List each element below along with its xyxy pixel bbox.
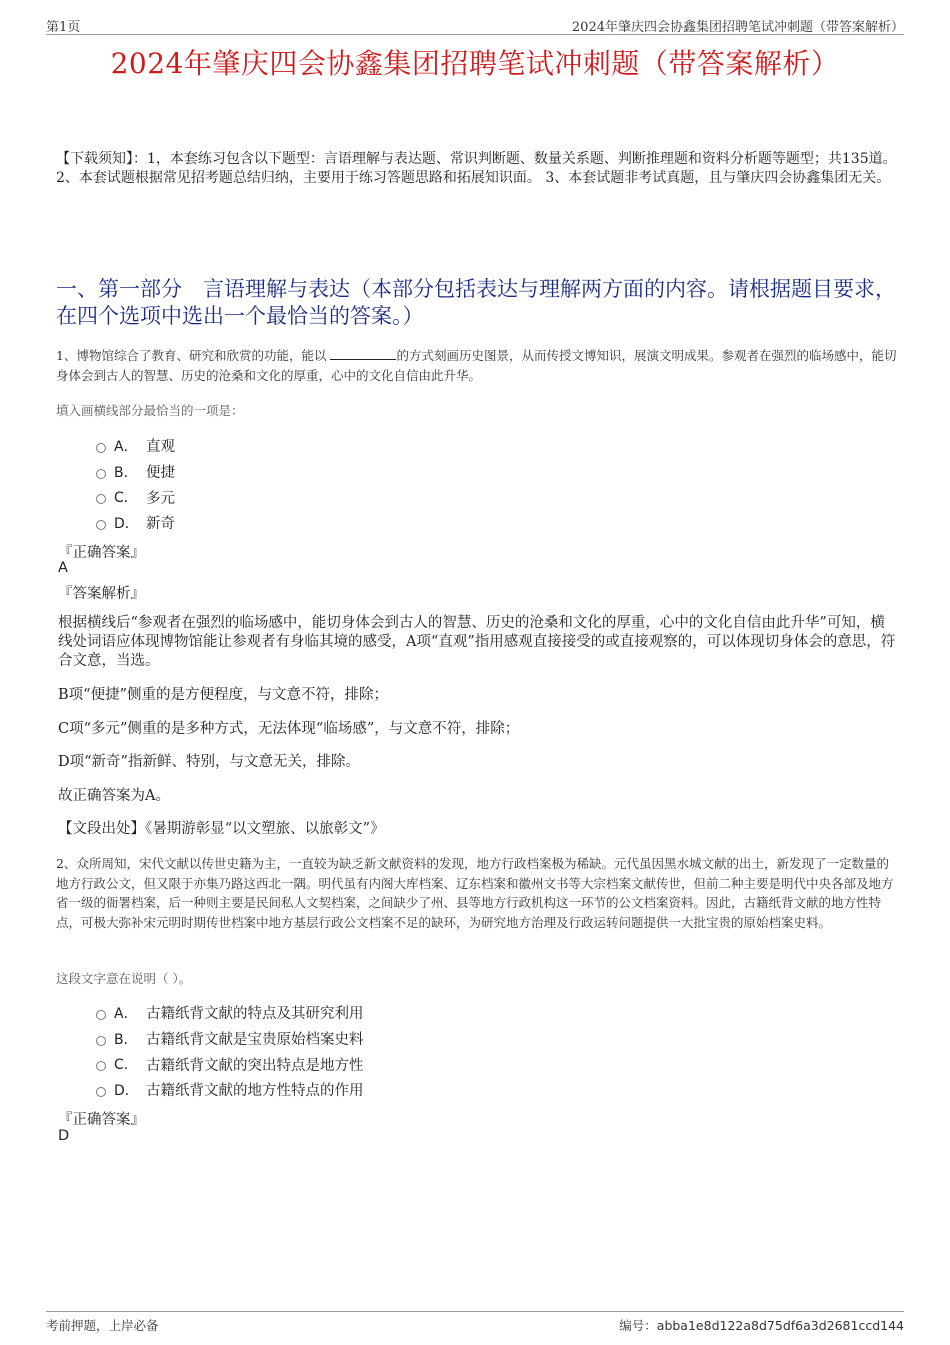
q1-option-a[interactable]: A． 直观 — [96, 433, 175, 459]
document-title: 2024年肇庆四会协鑫集团招聘笔试冲刺题（带答案解析） — [110, 47, 840, 80]
footer-slogan: 考前押题，上岸必备 — [46, 1318, 159, 1333]
footer-code: 编号：abba1e8d122a8d75df6a3d2681ccd144 — [619, 1318, 904, 1333]
q1-answer-heading: 『正确答案』 — [58, 545, 145, 561]
radio-icon[interactable] — [96, 494, 106, 504]
q2-answer: D — [58, 1128, 70, 1144]
header-doc-title: 2024年肇庆四会协鑫集团招聘笔试冲刺题（带答案解析） — [571, 20, 904, 35]
radio-icon[interactable] — [96, 520, 106, 530]
q1-option-d[interactable]: D． 新奇 — [96, 510, 175, 536]
fill-blank — [330, 347, 396, 360]
q1-option-c[interactable]: C． 多元 — [96, 484, 175, 510]
radio-icon[interactable] — [96, 443, 106, 453]
q1-analysis-paragraph: 根据横线后“参观者在强烈的临场感中，能切身体会到古人的智慧、历史的沧桑和文化的厚重，心中的文化自信由此升华”可知，横线处词语应体现博物馆能让参观者有身临其境的感受，A项“直观”指用感观直接接受的或直接观察的，可以体现切身体会的意思，符合文意，当选。 — [58, 615, 896, 669]
q1-analysis-paragraph: D项“新奇”指新鲜、特别，与文意无关，排除。 — [58, 754, 360, 770]
question-1-options — [96, 433, 175, 536]
page-header — [46, 14, 904, 35]
q2-option-d[interactable]: D． 古籍纸背文献的地方性特点的作用 — [96, 1077, 364, 1103]
question-1-text: 1、博物馆综合了教育、研究和欣赏的功能，能以 的方式刻画历史图景，从而传授文博知识，展演文明成果。参观者在强烈的临场感中，能切身体会到古人的智慧、历史的沧桑和文化的厚重，心中的文化自信由此升华。 — [56, 348, 897, 383]
radio-icon[interactable] — [96, 1036, 106, 1046]
q1-answer: A — [58, 560, 68, 576]
q1-analysis-heading: 『答案解析』 — [58, 586, 145, 602]
q1-analysis-conclusion: 故正确答案为A。 — [58, 788, 170, 804]
radio-icon[interactable] — [96, 1087, 106, 1097]
page-number: 第1页 — [46, 20, 81, 35]
radio-icon[interactable] — [96, 1061, 106, 1071]
q2-option-c[interactable]: C． 古籍纸背文献的突出特点是地方性 — [96, 1051, 364, 1077]
q2-answer-heading: 『正确答案』 — [58, 1112, 145, 1128]
q2-option-a[interactable]: A． 古籍纸背文献的特点及其研究利用 — [96, 1000, 364, 1026]
q1-source: 【文段出处】《暑期游彰显“以文塑旅、以旅彰文”》 — [58, 821, 385, 837]
radio-icon[interactable] — [96, 469, 106, 479]
question-2-options — [96, 1000, 364, 1103]
page-footer — [46, 1311, 904, 1336]
q2-option-b[interactable]: B． 古籍纸背文献是宝贵原始档案史料 — [96, 1026, 364, 1052]
q1-option-b[interactable]: B． 便捷 — [96, 459, 175, 485]
question-2-stem: 这段文字意在说明（ ）。 — [56, 971, 192, 986]
section-heading: 一、第一部分 言语理解与表达（本部分包括表达与理解两方面的内容。请根据题目要求，在四个选项中选出一个最恰当的答案。） — [56, 277, 896, 328]
q1-analysis-paragraph: B项“便捷”侧重的是方便程度，与文意不符，排除； — [58, 687, 388, 703]
download-notice: 【下载须知】：1，本套练习包含以下题型：言语理解与表达题、常识判断题、数量关系题、判断推理题和资料分析题等题型；共135道。 2、本套试题根据常见招考题总结归纳，主要用于练习答题思路和拓展知识面。 3、本套试题非考试真题，且与肇庆四会协鑫集团无关。 — [56, 151, 897, 186]
radio-icon[interactable] — [96, 1010, 106, 1020]
question-2-text: 2、众所周知，宋代文献以传世史籍为主，一直较为缺乏新文献资料的发现，地方行政档案极为稀缺。元代虽因黑水城文献的出土，新发现了一定数量的地方行政公文，但又限于亦集乃路这西北一隅。明代虽有内阁大库档案、辽东档案和徽州文书等大宗档案文献传世，但前二种主要是明代中央各部及地方省一级的衙署档案，后一种则主要是民间私人文契档案，之间缺少了州、县等地方行政机构这一环节的公文档案资料。因此，古籍纸背文献的地方性特点，可极大弥补宋元明时期传世档案中地方基层行政公文档案不足的缺环，为研究地方治理及行政运转问题提供一大批宝贵的原始档案史料。 — [56, 856, 894, 930]
q1-analysis-paragraph: C项“多元”侧重的是多种方式，无法体现“临场感”，与文意不符，排除； — [58, 721, 520, 737]
question-1-stem: 填入画横线部分最恰当的一项是： — [56, 403, 244, 418]
